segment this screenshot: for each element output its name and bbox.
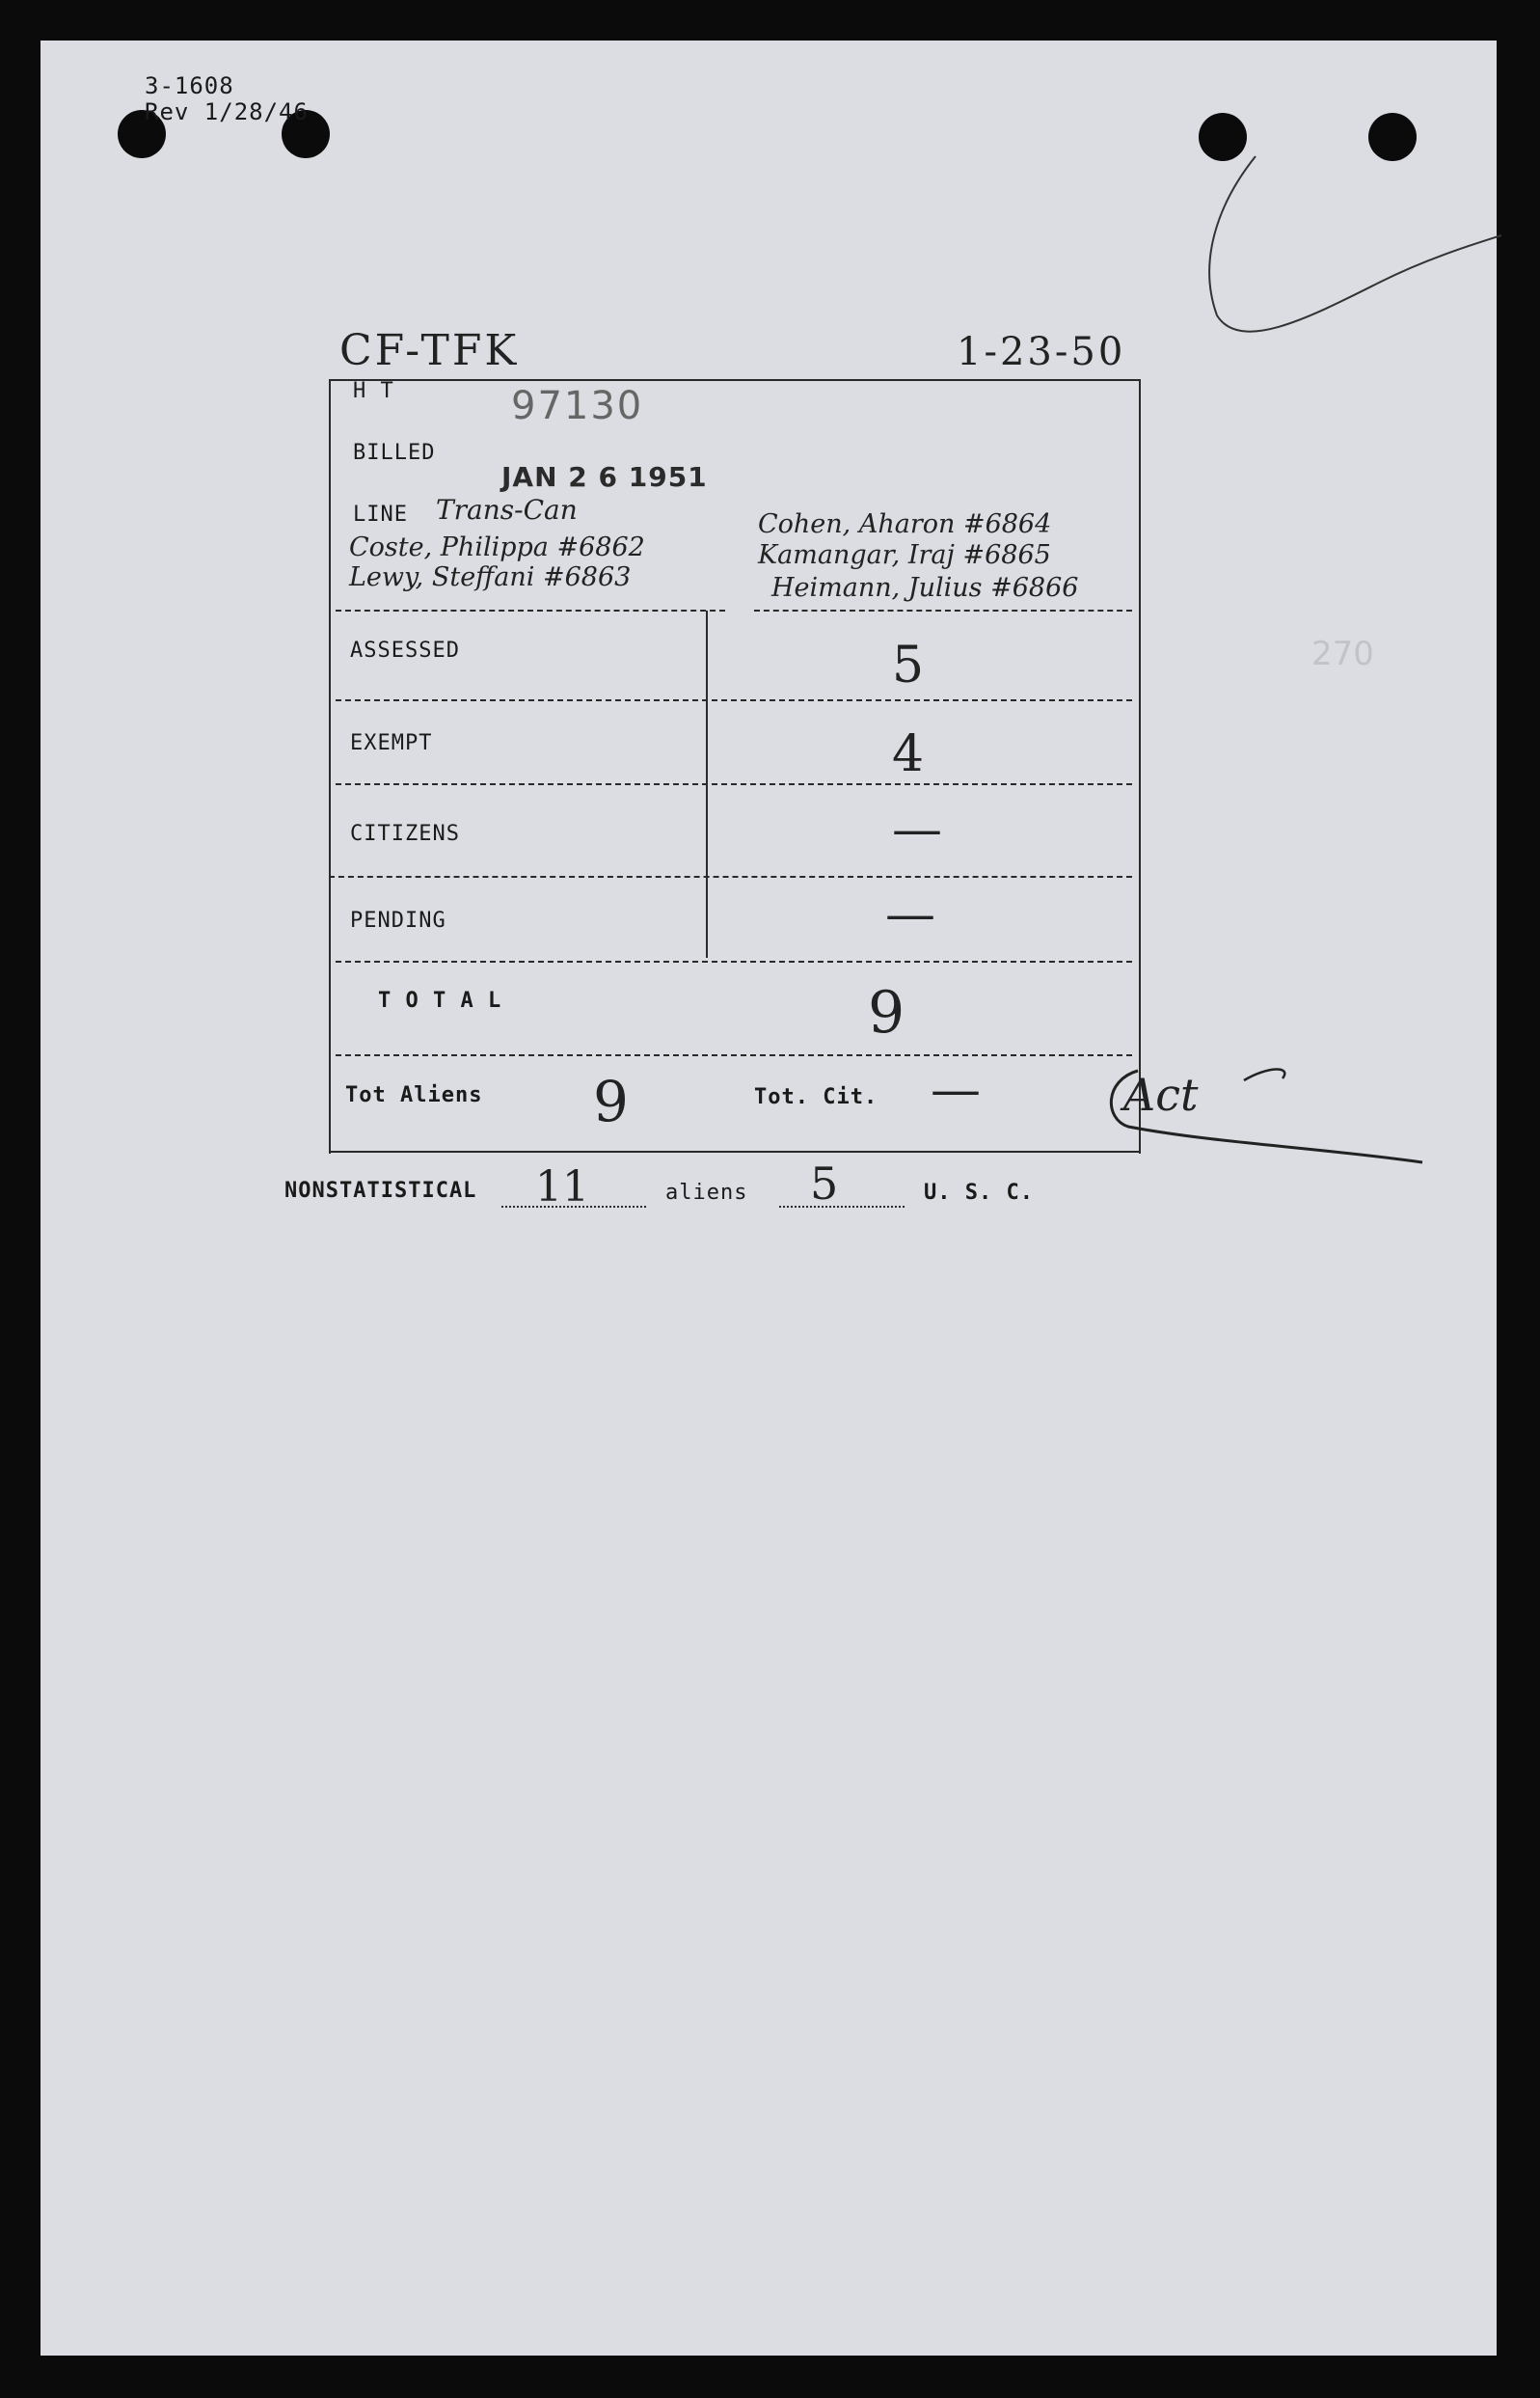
row-value-exempt: 4 [892, 725, 925, 783]
passenger-name: Lewy, Steffani #6863 [349, 562, 632, 592]
ht-value: 97130 [511, 384, 644, 428]
passenger-name: Heimann, Julius #6866 [771, 573, 1079, 603]
date-handwritten: 1-23-50 [957, 330, 1126, 374]
billed-stamp: JAN 2 6 1951 [501, 461, 708, 493]
tot-aliens-label: Tot Aliens [345, 1083, 483, 1107]
row-value-citizens: — [892, 801, 942, 858]
total-value: 9 [868, 979, 905, 1047]
passenger-name: Coste, Philippa #6862 [349, 532, 645, 562]
line-value: Trans-Can [436, 494, 578, 526]
row-label-exempt: EXEMPT [350, 731, 433, 755]
divider [754, 610, 1132, 612]
aliens-label: aliens [665, 1181, 748, 1205]
total-label: T O T A L [378, 989, 502, 1013]
billed-label: BILLED [353, 441, 436, 465]
divider [329, 876, 1132, 878]
row-label-citizens: CITIZENS [350, 822, 460, 846]
tot-aliens-value: 9 [593, 1069, 629, 1134]
row-value-pending: — [885, 886, 935, 943]
code-handwritten: CF-TFK [339, 326, 520, 375]
divider [336, 1054, 1132, 1056]
form-number: 3-1608 [145, 72, 234, 99]
form-revision: Rev 1/28/46 [145, 98, 309, 125]
line-label: LINE [353, 503, 408, 527]
row-label-assessed: ASSESSED [350, 639, 460, 663]
aliens-value: 5 [810, 1158, 839, 1210]
initials-signature: Act [1123, 1069, 1199, 1121]
divider [336, 783, 1132, 785]
tot-cit-value: — [931, 1061, 981, 1119]
divider [336, 961, 1132, 963]
nonstat-value: 11 [535, 1162, 589, 1212]
passenger-name: Cohen, Aharon #6864 [758, 509, 1052, 539]
nonstatistical-label: NONSTATISTICAL [284, 1179, 477, 1203]
ht-label: H T [353, 379, 394, 403]
pen-stroke [1198, 147, 1506, 368]
usc-label: U. S. C. [924, 1181, 1034, 1205]
row-value-assessed: 5 [892, 637, 925, 695]
signature-flourish [1099, 1051, 1427, 1167]
tot-cit-label: Tot. Cit. [754, 1085, 878, 1109]
divider [336, 610, 725, 612]
blank-line [779, 1206, 905, 1208]
row-label-pending: PENDING [350, 909, 446, 933]
margin-note: 270 [1311, 635, 1374, 673]
divider [329, 1151, 1139, 1153]
passenger-name: Kamangar, Iraj #6865 [758, 540, 1051, 570]
divider [336, 699, 1132, 701]
